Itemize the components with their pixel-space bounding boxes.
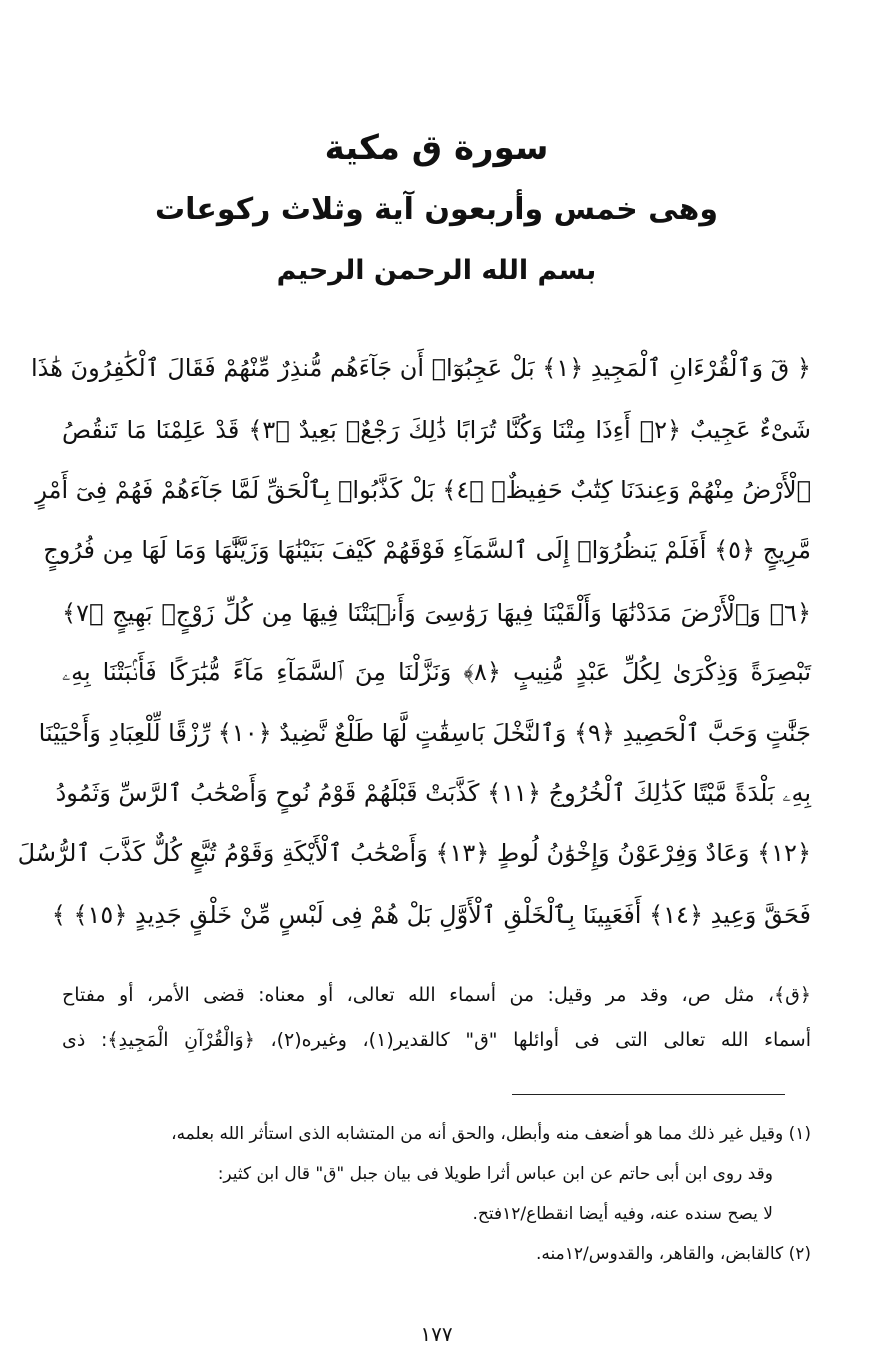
- quran-line: مَّرِيجٍ ﴿٥﴾ أَفَلَمْ يَنظُرُوٓا۟ إِلَى ٱلسَّمَآءِ فَوْقَهُمْ كَيْفَ بَنَيْنَٰهَا وَزَيَّنَّٰهَا وَمَا لَهَا مِن فُرُوجٍ: [43, 536, 811, 564]
- quran-line: ﴿١٢﴾ وَعَادٌ وَفِرْعَوْنُ وَإِخْوَٰنُ لُوطٍ ﴿١٣﴾ وَأَصْحَٰبُ ٱلْأَيْكَةِ وَقَوْمُ تُبَّعٍ كُلٌّ كَذَّبَ ٱلرُّسُلَ: [17, 839, 811, 867]
- footnote-line: (١) وقيل غير ذلك مما هو أضعف منه وأبطل، والحق أنه من المتشابه الذى استأثر الله بعلمه،: [171, 1124, 811, 1144]
- quran-line: بِهِۦ بَلْدَةً مَّيْتًا كَذَٰلِكَ ٱلْخُرُوجُ ﴿١١﴾ كَذَّبَتْ قَبْلَهُمْ قَوْمُ نُوحٍ وَأَصْحَٰبُ ٱلرَّسِّ وَثَمُودُ: [55, 779, 811, 807]
- quran-line: تَبْصِرَةً وَذِكْرَىٰ لِكُلِّ عَبْدٍ مُّنِيبٍ ﴿٨﴾ وَنَزَّلْنَا مِنَ ٱلسَّمَآءِ مَآءً مُّبَٰرَكًا فَأَنۢبَتْنَا بِهِۦ: [62, 658, 811, 686]
- quran-line: ﴿ قٓ وَٱلْقُرْءَانِ ٱلْمَجِيدِ ﴿١﴾ بَلْ عَجِبُوٓا۟ أَن جَآءَهُم مُّنذِرٌ مِّنْهُمْ فَقَالَ ٱلْكَٰفِرُونَ هَٰذَا: [30, 354, 811, 382]
- page-number: ١٧٧: [420, 1322, 453, 1346]
- footnote-line: (٢) كالقابض، والقاهر، والقدوس/١٢منه.: [536, 1244, 811, 1264]
- quran-line: فَحَقَّ وَعِيدِ ﴿١٤﴾ أَفَعَيِينَا بِٱلْخَلْقِ ٱلْأَوَّلِ بَلْ هُمْ فِى لَبْسٍ مِّنْ خَلْقٍ جَدِيدٍ ﴿١٥﴾ ﴾: [51, 901, 811, 929]
- quran-line: شَىْءٌ عَجِيبٌ ﴿٢﴾ أَءِذَا مِتْنَا وَكُنَّا تُرَابًا ذَٰلِكَ رَجْعٌۢ بَعِيدٌ ﴿٣﴾ قَدْ عَلِمْنَا مَا تَنقُصُ: [62, 416, 812, 444]
- commentary-line: ﴿ق﴾، مثل ص، وقد مر وقيل: من أسماء الله تعالى، أو معناه: قضى الأمر، أو مفتاح: [62, 984, 811, 1006]
- footnote-line: لا يصح سنده عنه، وفيه أيضا انقطاع/١٢فتح.: [472, 1204, 773, 1224]
- footnote-line: وقد روى ابن أبى حاتم عن ابن عباس أثرا طويلا فى بيان جبل "ق" قال ابن كثير:: [217, 1164, 773, 1184]
- footnote-divider: [512, 1094, 785, 1095]
- commentary-line: أسماء الله تعالى التى فى أوائلها "ق" كالقدير(١)، وغيره(٢)، ﴿وَالْقُرْآنِ الْمَجِيدِ﴾: ذى: [62, 1029, 812, 1051]
- quran-line: ﴿٦﴾ وَٱلْأَرْضَ مَدَدْنَٰهَا وَأَلْقَيْنَا فِيهَا رَوَٰسِىَ وَأَنۢبَتْنَا فِيهَا مِن كُلِّ زَوْجٍۭ بَهِيجٍ ﴿٧﴾: [62, 599, 811, 627]
- basmala: بسم الله الرحمن الرحيم: [276, 255, 597, 286]
- quran-line: ٱلْأَرْضُ مِنْهُمْ وَعِندَنَا كِتَٰبٌ حَفِيظٌۢ ﴿٤﴾ بَلْ كَذَّبُوا۟ بِٱلْحَقِّ لَمَّا جَآءَهُمْ فَهُمْ فِىٓ أَمْرٍ: [35, 476, 811, 504]
- quran-line: جَنَّٰتٍ وَحَبَّ ٱلْحَصِيدِ ﴿٩﴾ وَٱلنَّخْلَ بَاسِقَٰتٍ لَّهَا طَلْعٌ نَّضِيدٌ ﴿١٠﴾ رِّزْقًا لِّلْعِبَادِ وَأَحْيَيْنَا: [38, 719, 811, 747]
- surah-subtitle: وهى خمس وأربعون آية وثلاث ركوعات: [155, 192, 718, 227]
- surah-title: سورة ق مكية: [324, 128, 549, 168]
